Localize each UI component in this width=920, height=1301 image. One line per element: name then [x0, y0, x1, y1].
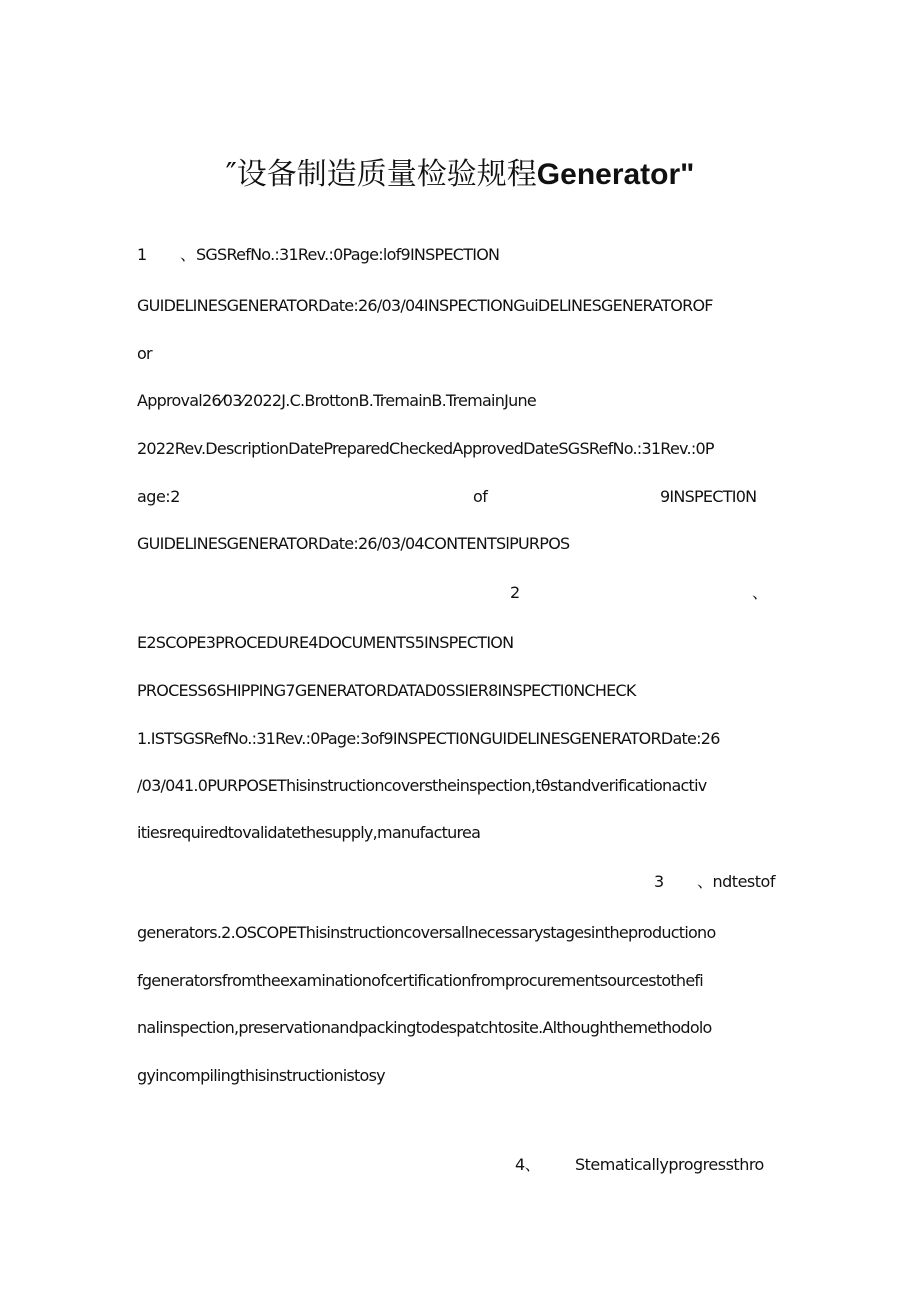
text-line-3: or [137, 344, 152, 363]
text-line-2: GUIDELINESGENERATORDate:26/03/04INSPECTIONGuiDELINESGENERATOROF [137, 296, 713, 315]
item2-number: 2 [510, 583, 520, 602]
text-line-12: itiesrequiredtovalidatethesupply,manufacturea [137, 823, 481, 842]
text-line-13: generators.2.OSCOPEThisinstructioncoversallnecessarystagesintheproductiono [137, 923, 716, 942]
item3-text: 、ndtestof [697, 872, 775, 891]
text-line-6b: of [473, 487, 488, 506]
text-line-6c: 9INSPECTI0N [660, 487, 757, 506]
text-line-7: GUIDELINESGENERATORDate:26/03/04CONTENTSlPURPOS [137, 534, 570, 553]
title-english: Generator" [536, 158, 695, 191]
text-line-10: 1.ISTSGSRefNo.:31Rev.:0Page:3of9INSPECTI0NGUIDELINESGENERATORDate:26 [137, 729, 720, 748]
item3-number: 3 [654, 872, 664, 891]
text-line-6a: age:2 [137, 487, 180, 506]
text-line-4: Approval26⁄03⁄2022J.C.BrottonB.TremainB.TremainJune [137, 391, 536, 410]
text-line-8: E2SCOPE3PROCEDURE4DOCUMENTS5INSPECTION [137, 633, 514, 652]
item1-separator: 、 [180, 245, 196, 264]
text-line-5: 2022Rev.DescriptionDatePreparedCheckedApprovedDateSGSRefNo.:31Rev.:0P [137, 439, 714, 458]
item1-number: 1 [137, 245, 147, 264]
document-title [0, 150, 920, 200]
text-line-15: nalinspection,preservationandpackingtodespatchtosite.Althoughthemethodolo [137, 1018, 712, 1037]
text-line-14: fgeneratorsfromtheexaminationofcertificationfromprocurementsourcestothefi [137, 971, 703, 990]
item4-number: 4、 [515, 1155, 541, 1174]
text-line-1: SGSRefNo.:31Rev.:0Page:lof9INSPECTION [196, 245, 500, 264]
item2-separator: 、 [752, 583, 768, 602]
text-line-11: /03/041.0PURPOSEThisinstructioncoverstheinspection,tθstandverificationactiv [137, 776, 707, 795]
text-line-16: gyincompilingthisinstructionistosy [137, 1066, 385, 1085]
item4-text: Stematicallyprogressthro [575, 1155, 764, 1174]
text-line-9: PROCESS6SHIPPING7GENERATORDATAD0SSIER8INSPECTI0NCHECK [137, 681, 636, 700]
title-chinese: ″设备制造质量检验规程 [225, 157, 537, 192]
